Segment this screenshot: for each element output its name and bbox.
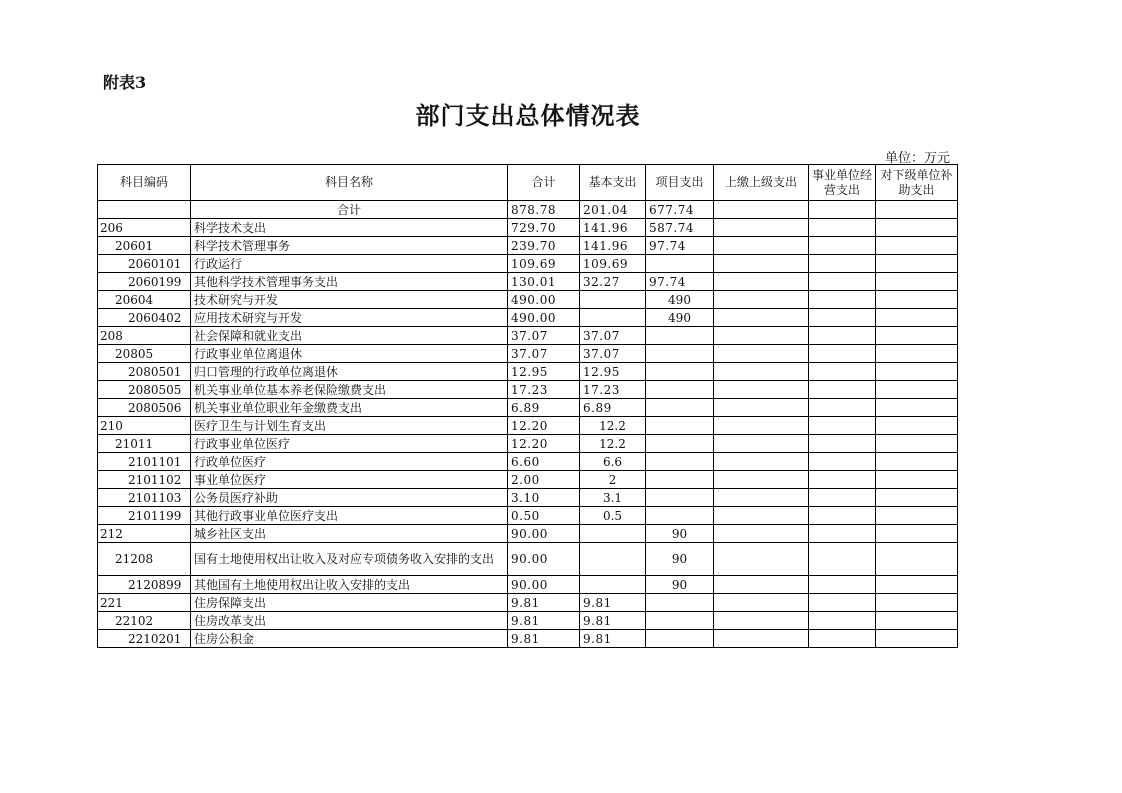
- table-row: [98, 237, 958, 255]
- upper-cell: [714, 417, 809, 435]
- upper-cell: [714, 345, 809, 363]
- code-cell: 2080505: [98, 381, 191, 399]
- total-cell: 9.81: [508, 630, 580, 648]
- upper-cell: [714, 453, 809, 471]
- code-cell: 21208: [98, 543, 191, 576]
- subsidy-cell: [876, 381, 958, 399]
- basic-cell: 0.5: [580, 507, 646, 525]
- col-header-business: 事业单位经营支出: [809, 165, 876, 201]
- subsidy-cell: [876, 453, 958, 471]
- name-cell: 行政运行: [191, 255, 508, 273]
- basic-cell: 109.69: [580, 255, 646, 273]
- subsidy-cell: [876, 435, 958, 453]
- basic-cell: [580, 525, 646, 543]
- name-cell: 科学技术支出: [191, 219, 508, 237]
- name-cell: 住房保障支出: [191, 594, 508, 612]
- basic-cell: 32.27: [580, 273, 646, 291]
- name-cell: 其他行政事业单位医疗支出: [191, 507, 508, 525]
- total-cell: 3.10: [508, 489, 580, 507]
- code-cell: 2060402: [98, 309, 191, 327]
- business-cell: [809, 309, 876, 327]
- name-cell: 行政事业单位医疗: [191, 435, 508, 453]
- table-row: [98, 594, 958, 612]
- name-cell: 国有土地使用权出让收入及对应专项债务收入安排的支出: [191, 543, 508, 576]
- total-cell: 90.00: [508, 525, 580, 543]
- upper-cell: [714, 471, 809, 489]
- name-cell: 事业单位医疗: [191, 471, 508, 489]
- col-header-upper: 上缴上级支出: [714, 165, 809, 201]
- expenditure-table: [97, 164, 958, 648]
- business-cell: [809, 525, 876, 543]
- table-row: [98, 471, 958, 489]
- total-cell: 17.23: [508, 381, 580, 399]
- total-cell: 90.00: [508, 576, 580, 594]
- name-cell: 医疗卫生与计划生育支出: [191, 417, 508, 435]
- project-cell: [646, 489, 714, 507]
- basic-cell: 12.95: [580, 363, 646, 381]
- table-row: [98, 291, 958, 309]
- business-cell: [809, 507, 876, 525]
- subsidy-cell: [876, 489, 958, 507]
- name-cell: 机关事业单位职业年金缴费支出: [191, 399, 508, 417]
- name-cell: 行政单位医疗: [191, 453, 508, 471]
- subsidy-cell: [876, 507, 958, 525]
- basic-cell: 9.81: [580, 630, 646, 648]
- name-cell: 城乡社区支出: [191, 525, 508, 543]
- unit-label: 单位：万元: [885, 151, 951, 166]
- basic-cell: 3.1: [580, 489, 646, 507]
- name-cell: 其他科学技术管理事务支出: [191, 273, 508, 291]
- name-cell: 科学技术管理事务: [191, 237, 508, 255]
- business-cell: [809, 576, 876, 594]
- business-cell: [809, 327, 876, 345]
- basic-cell: [580, 543, 646, 576]
- project-cell: [646, 453, 714, 471]
- total-cell: 12.95: [508, 363, 580, 381]
- business-cell: [809, 273, 876, 291]
- total-cell: 12.20: [508, 435, 580, 453]
- project-cell: [646, 417, 714, 435]
- upper-cell: [714, 399, 809, 417]
- upper-cell: [714, 219, 809, 237]
- business-cell: [809, 543, 876, 576]
- basic-cell: 6.89: [580, 399, 646, 417]
- col-header-code: 科目编码: [98, 165, 191, 201]
- total-code-cell: [98, 201, 191, 219]
- subsidy-cell: [876, 273, 958, 291]
- upper-cell: [714, 327, 809, 345]
- basic-cell: 12.2: [580, 435, 646, 453]
- business-cell: [809, 630, 876, 648]
- project-cell: [646, 363, 714, 381]
- basic-cell: 37.07: [580, 345, 646, 363]
- project-cell: [646, 435, 714, 453]
- business-cell: [809, 399, 876, 417]
- basic-cell: 9.81: [580, 612, 646, 630]
- total-cell: 9.81: [508, 594, 580, 612]
- upper-cell: [714, 576, 809, 594]
- project-cell: [646, 594, 714, 612]
- subsidy-cell: [876, 576, 958, 594]
- upper-cell: [714, 489, 809, 507]
- project-cell: 90: [646, 543, 714, 576]
- page-title: 部门支出总体情况表: [415, 101, 641, 130]
- total-cell: 90.00: [508, 543, 580, 576]
- code-cell: 2101102: [98, 471, 191, 489]
- project-cell: [646, 507, 714, 525]
- name-cell: 应用技术研究与开发: [191, 309, 508, 327]
- code-cell: 20601: [98, 237, 191, 255]
- code-cell: 221: [98, 594, 191, 612]
- code-cell: 212: [98, 525, 191, 543]
- basic-cell: 141.96: [580, 219, 646, 237]
- business-cell: [809, 237, 876, 255]
- code-cell: 2060199: [98, 273, 191, 291]
- subsidy-cell: [876, 525, 958, 543]
- subsidy-cell: [876, 309, 958, 327]
- business-cell: [809, 363, 876, 381]
- header-row: [98, 165, 958, 201]
- total-cell: 130.01: [508, 273, 580, 291]
- business-cell: [809, 453, 876, 471]
- subsidy-cell: [876, 612, 958, 630]
- total-row: [98, 201, 958, 219]
- total-sum: 878.78: [508, 201, 580, 219]
- upper-cell: [714, 291, 809, 309]
- subsidy-cell: [876, 327, 958, 345]
- total-cell: 12.20: [508, 417, 580, 435]
- table-row: [98, 453, 958, 471]
- code-cell: 20604: [98, 291, 191, 309]
- upper-cell: [714, 594, 809, 612]
- subsidy-cell: [876, 219, 958, 237]
- basic-cell: 9.81: [580, 594, 646, 612]
- basic-cell: [580, 576, 646, 594]
- table-row: [98, 327, 958, 345]
- code-cell: 2080506: [98, 399, 191, 417]
- project-cell: 90: [646, 576, 714, 594]
- total-cell: 37.07: [508, 345, 580, 363]
- upper-cell: [714, 630, 809, 648]
- project-cell: [646, 255, 714, 273]
- subsidy-cell: [876, 630, 958, 648]
- name-cell: 归口管理的行政单位离退休: [191, 363, 508, 381]
- table-row: [98, 399, 958, 417]
- table-row: [98, 525, 958, 543]
- subsidy-cell: [876, 543, 958, 576]
- table-row: [98, 255, 958, 273]
- project-cell: 587.74: [646, 219, 714, 237]
- basic-cell: 12.2: [580, 417, 646, 435]
- upper-cell: [714, 237, 809, 255]
- col-header-project: 项目支出: [646, 165, 714, 201]
- table-row: [98, 273, 958, 291]
- table-row: [98, 543, 958, 576]
- upper-cell: [714, 363, 809, 381]
- basic-cell: 6.6: [580, 453, 646, 471]
- total-cell: 490.00: [508, 291, 580, 309]
- code-cell: 210: [98, 417, 191, 435]
- table-row: [98, 576, 958, 594]
- subsidy-cell: [876, 363, 958, 381]
- table-row: [98, 309, 958, 327]
- business-cell: [809, 219, 876, 237]
- total-cell: 239.70: [508, 237, 580, 255]
- upper-cell: [714, 543, 809, 576]
- project-cell: [646, 381, 714, 399]
- project-cell: 97.74: [646, 273, 714, 291]
- basic-cell: [580, 309, 646, 327]
- total-cell: 490.00: [508, 309, 580, 327]
- upper-cell: [714, 507, 809, 525]
- total-cell: 109.69: [508, 255, 580, 273]
- total-cell: 37.07: [508, 327, 580, 345]
- project-cell: [646, 399, 714, 417]
- basic-cell: 17.23: [580, 381, 646, 399]
- basic-cell: 141.96: [580, 237, 646, 255]
- subsidy-cell: [876, 399, 958, 417]
- upper-cell: [714, 381, 809, 399]
- table-row: [98, 219, 958, 237]
- code-cell: 208: [98, 327, 191, 345]
- subsidy-cell: [876, 237, 958, 255]
- basic-cell: 37.07: [580, 327, 646, 345]
- name-cell: 行政事业单位离退休: [191, 345, 508, 363]
- project-cell: [646, 612, 714, 630]
- table-row: [98, 363, 958, 381]
- basic-cell: 2: [580, 471, 646, 489]
- subsidy-cell: [876, 255, 958, 273]
- name-cell: 住房改革支出: [191, 612, 508, 630]
- upper-cell: [714, 309, 809, 327]
- total-cell: 9.81: [508, 612, 580, 630]
- col-header-subsidy: 对下级单位补助支出: [876, 165, 958, 201]
- project-cell: 490: [646, 309, 714, 327]
- upper-cell: [714, 435, 809, 453]
- table-row: [98, 435, 958, 453]
- upper-cell: [714, 612, 809, 630]
- code-cell: 21011: [98, 435, 191, 453]
- project-cell: [646, 327, 714, 345]
- subsidy-cell: [876, 417, 958, 435]
- project-cell: 490: [646, 291, 714, 309]
- business-cell: [809, 417, 876, 435]
- subsidy-cell: [876, 291, 958, 309]
- total-subsidy: [876, 201, 958, 219]
- name-cell: 机关事业单位基本养老保险缴费支出: [191, 381, 508, 399]
- code-cell: 20805: [98, 345, 191, 363]
- table-row: [98, 507, 958, 525]
- total-basic: 201.04: [580, 201, 646, 219]
- business-cell: [809, 381, 876, 399]
- total-label: 合计: [191, 201, 508, 219]
- business-cell: [809, 345, 876, 363]
- table-row: [98, 381, 958, 399]
- upper-cell: [714, 273, 809, 291]
- business-cell: [809, 255, 876, 273]
- project-cell: 90: [646, 525, 714, 543]
- project-cell: [646, 471, 714, 489]
- basic-cell: [580, 291, 646, 309]
- table-row: [98, 630, 958, 648]
- table-row: [98, 345, 958, 363]
- code-cell: 2101199: [98, 507, 191, 525]
- total-business: [809, 201, 876, 219]
- col-header-name: 科目名称: [191, 165, 508, 201]
- project-cell: [646, 630, 714, 648]
- total-cell: 6.89: [508, 399, 580, 417]
- name-cell: 住房公积金: [191, 630, 508, 648]
- name-cell: 其他国有土地使用权出让收入安排的支出: [191, 576, 508, 594]
- upper-cell: [714, 255, 809, 273]
- name-cell: 社会保障和就业支出: [191, 327, 508, 345]
- total-cell: 0.50: [508, 507, 580, 525]
- business-cell: [809, 435, 876, 453]
- code-cell: 2120899: [98, 576, 191, 594]
- table-row: [98, 489, 958, 507]
- code-cell: 22102: [98, 612, 191, 630]
- name-cell: 公务员医疗补助: [191, 489, 508, 507]
- code-cell: 2060101: [98, 255, 191, 273]
- code-cell: 2080501: [98, 363, 191, 381]
- total-cell: 2.00: [508, 471, 580, 489]
- code-cell: 2210201: [98, 630, 191, 648]
- name-cell: 技术研究与开发: [191, 291, 508, 309]
- attachment-label: 附表3: [103, 73, 147, 92]
- code-cell: 2101103: [98, 489, 191, 507]
- subsidy-cell: [876, 471, 958, 489]
- subsidy-cell: [876, 594, 958, 612]
- business-cell: [809, 594, 876, 612]
- col-header-total: 合计: [508, 165, 580, 201]
- code-cell: 2101101: [98, 453, 191, 471]
- total-cell: 729.70: [508, 219, 580, 237]
- total-cell: 6.60: [508, 453, 580, 471]
- business-cell: [809, 612, 876, 630]
- business-cell: [809, 291, 876, 309]
- table-row: [98, 612, 958, 630]
- table-row: [98, 417, 958, 435]
- subsidy-cell: [876, 345, 958, 363]
- business-cell: [809, 489, 876, 507]
- total-project: 677.74: [646, 201, 714, 219]
- project-cell: 97.74: [646, 237, 714, 255]
- business-cell: [809, 471, 876, 489]
- upper-cell: [714, 525, 809, 543]
- col-header-basic: 基本支出: [580, 165, 646, 201]
- project-cell: [646, 345, 714, 363]
- total-upper: [714, 201, 809, 219]
- code-cell: 206: [98, 219, 191, 237]
